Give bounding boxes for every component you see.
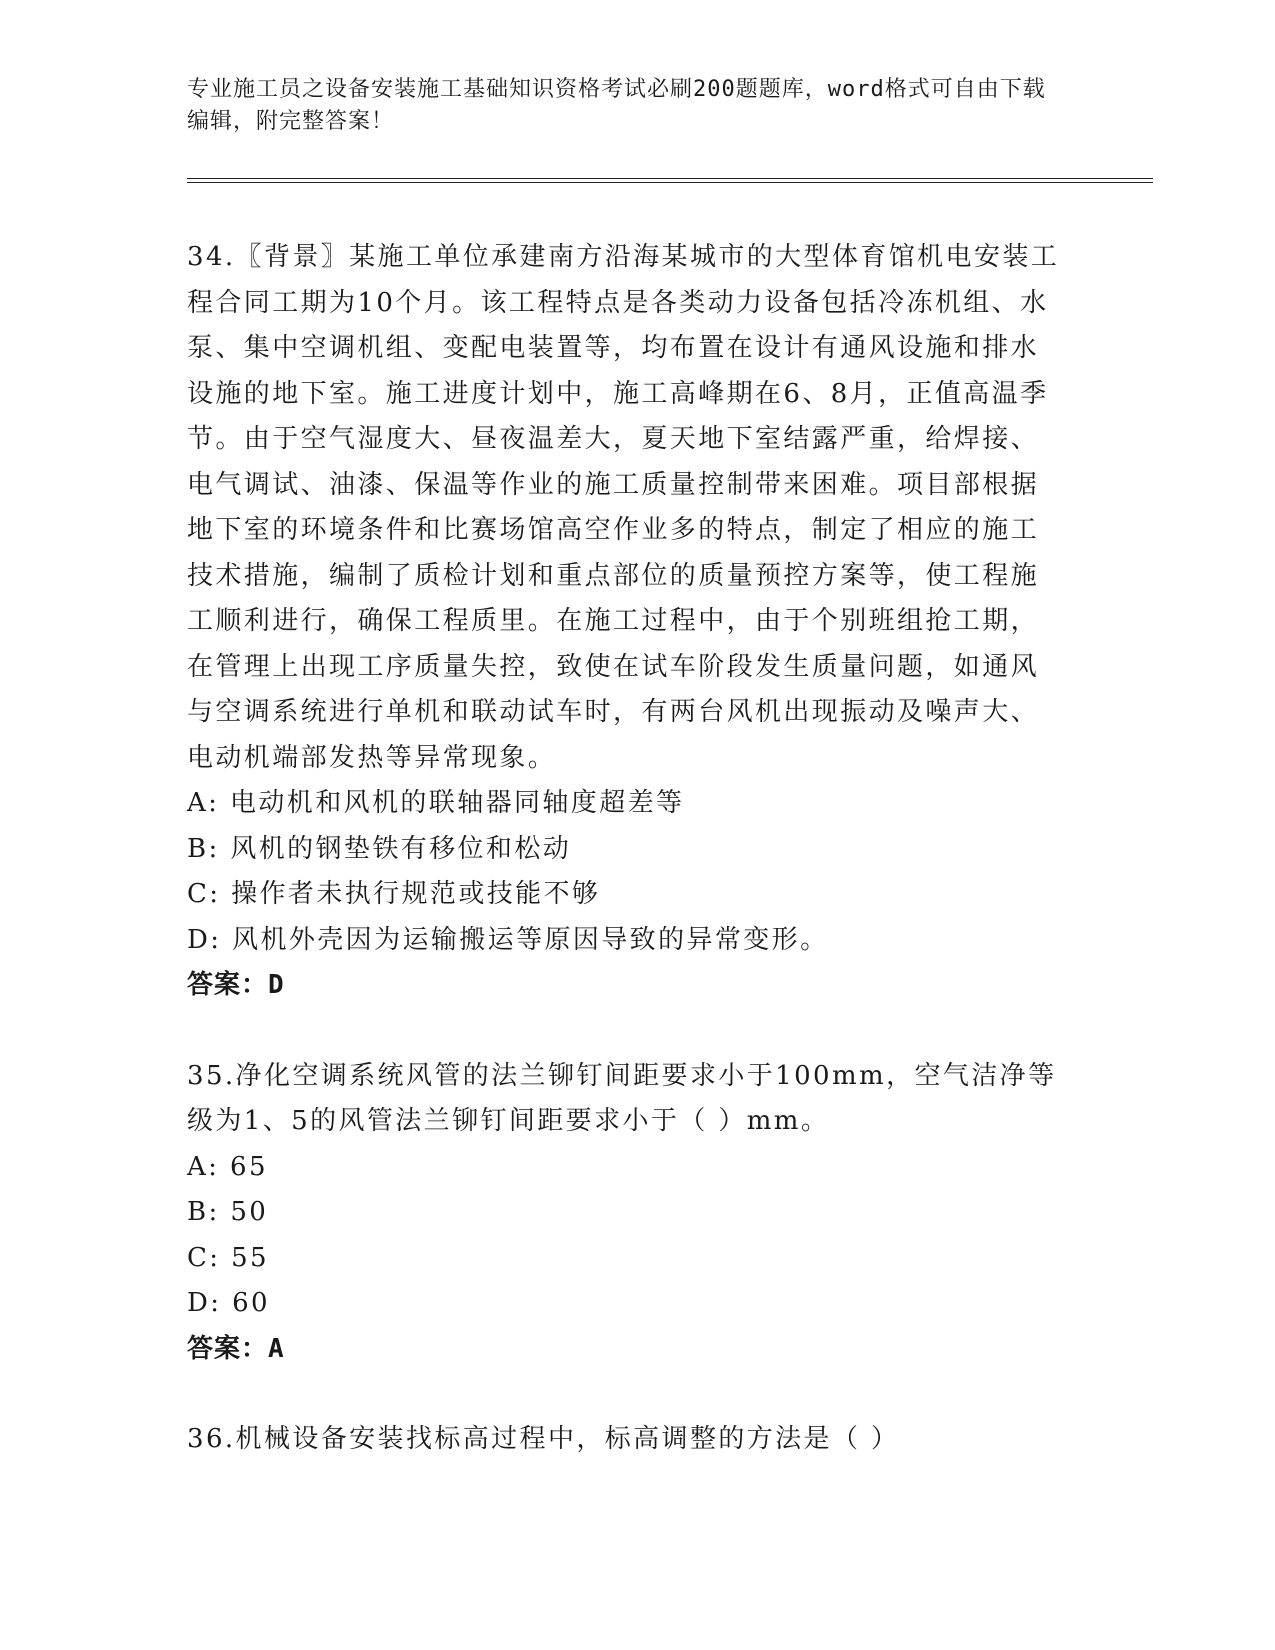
- header-double-rule: [187, 178, 1153, 183]
- option-a: A: 电动机和风机的联轴器同轴度超差等: [187, 788, 685, 818]
- answer-label: 答案：D: [187, 970, 285, 1000]
- option-a: A: 65: [187, 1151, 268, 1182]
- question-spacer: [187, 1372, 1067, 1417]
- option-b: B: 风机的钢垫铁有移位和松动: [187, 833, 572, 864]
- question-list: [187, 235, 1067, 1463]
- question-stem: 36.机械设备安装找标高过程中，标高调整的方法是（ ）: [187, 1424, 900, 1454]
- option-c: C: 55: [187, 1242, 270, 1273]
- option-d: D: 60: [187, 1288, 270, 1318]
- option-b: B: 50: [187, 1197, 269, 1227]
- question-35: [187, 1054, 1067, 1373]
- question-spacer: [187, 1009, 1067, 1054]
- document-header: 专业施工员之设备安装施工基础知识资格考试必刷200题题库，word格式可自由下载编辑，附完整答案！: [187, 77, 1046, 134]
- question-34: [187, 235, 1067, 1009]
- option-d: D: 风机外壳因为运输搬运等原因导致的异常变形。: [187, 924, 829, 955]
- answer-label: 答案：A: [187, 1333, 285, 1364]
- option-c: C: 操作者未执行规范或技能不够: [187, 879, 601, 909]
- question-stem: 35.净化空调系统风管的法兰铆钉间距要求小于100mm，空气洁净等级为1、5的风管法兰铆钉间距要求小于（ ）mm。: [187, 1060, 1057, 1136]
- question-stem: 34.〖背景〗某施工单位承建南方沿海某城市的大型体育馆机电安装工程合同工期为10个月。该工程特点是各类动力设备包括冷冻机组、水泵、集中空调机组、变配电装置等，均布置在设计有通风设施和排水设施的地下室。施工进度计划中，施工高峰期在6、8月，正值高温季节。由于空气湿度大、昼夜温差大，夏天地下室结露严重，给焊接、电气调试、油漆、保温等作业的施工质量控制带来困难。项目部根据地下室的环境条件和比赛场馆高空作业多的特点，制定了相应的施工技术措施，编制了质检计划和重点部位的质量预控方案等，使工程施工顺利进行，确保工程质里。在施工过程中，由于个别班组抢工期，在管理上出现工序质量失控，致使在试车阶段发生质量问题，如通风与空调系统进行单机和联动试车时，有两台风机出现振动及噪声大、电动机端部发热等异常现象。: [187, 242, 1060, 773]
- question-36: [187, 1417, 1067, 1463]
